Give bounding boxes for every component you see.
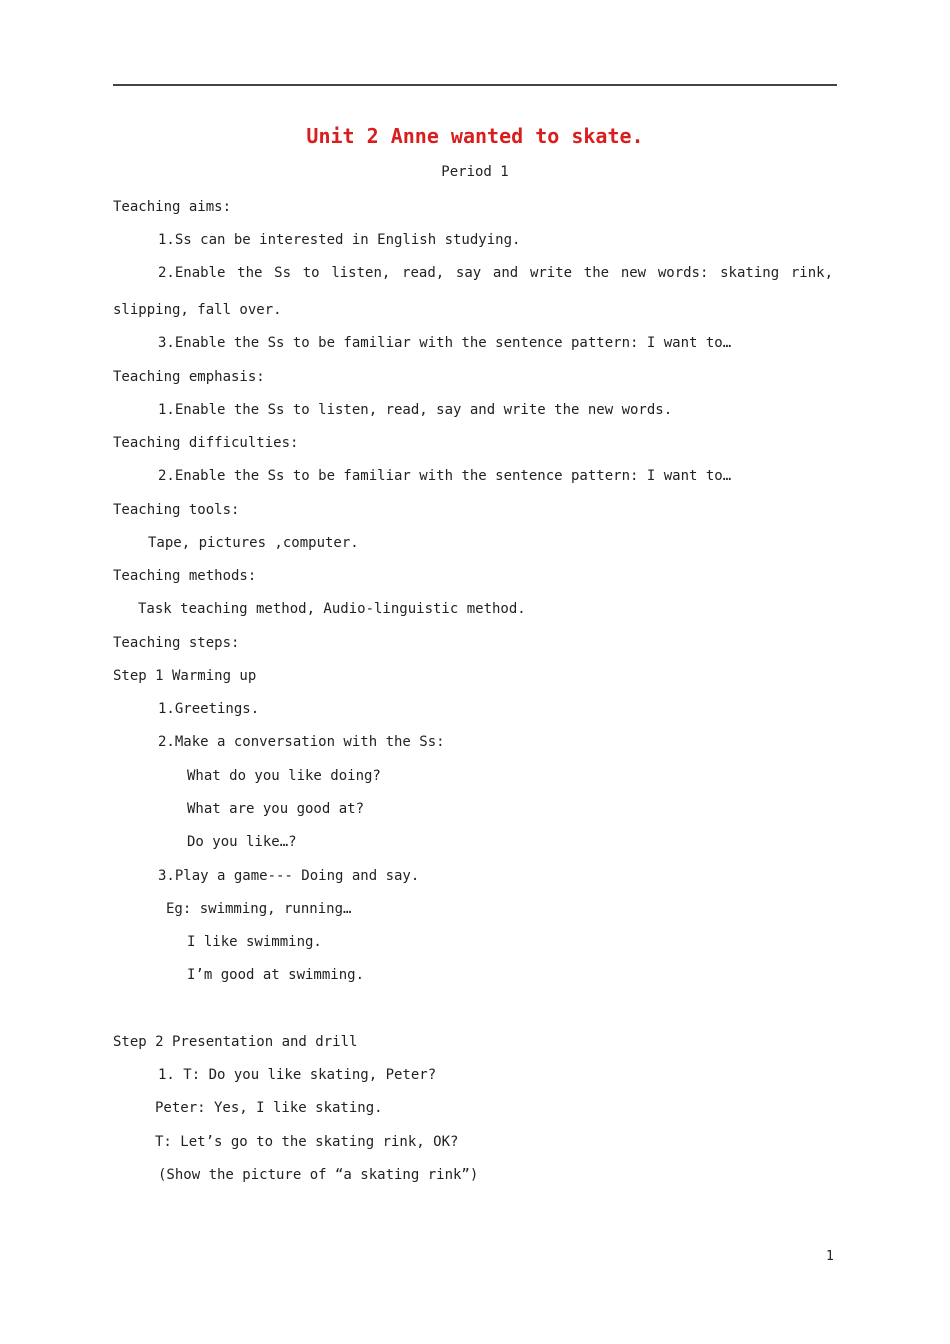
page-number: 1 [826,1249,834,1264]
period-subtitle: Period 1 [441,164,509,180]
section-heading-aims: Teaching aims: [113,199,232,215]
dialogue-line: Peter: Yes, I like skating. [155,1100,383,1116]
emphasis-item-1: 1.Enable the Ss to listen, read, say and write the new words. [158,402,673,418]
aim-item-3: 3.Enable the Ss to be familiar with the sentence pattern: I want to… [158,335,732,351]
question-line: Do you like…? [187,834,297,850]
page-title: Unit 2 Anne wanted to skate. [306,124,644,148]
dialogue-line: 1. T: Do you like skating, Peter? [158,1067,437,1083]
tools-text: Tape, pictures ,computer. [148,535,359,551]
methods-text: Task teaching method, Audio-linguistic method. [138,601,526,617]
example-line: Eg: swimming, running… [166,901,352,917]
example-sentence: I like swimming. [187,934,322,950]
step-1-item-1: 1.Greetings. [158,701,260,717]
question-line: What do you like doing? [187,768,381,784]
aim-item-2-continued: slipping, fall over. [113,302,282,318]
header-rule [113,84,837,86]
step-1-heading: Step 1 Warming up [113,668,257,684]
example-sentence: I’m good at swimming. [187,967,365,983]
step-2-heading: Step 2 Presentation and drill [113,1034,358,1050]
section-heading-methods: Teaching methods: [113,568,257,584]
section-heading-steps: Teaching steps: [113,635,240,651]
step-1-item-2: 2.Make a conversation with the Ss: [158,734,445,750]
section-heading-difficulties: Teaching difficulties: [113,435,299,451]
aim-item-1: 1.Ss can be interested in English studying. [158,232,521,248]
stage-direction: (Show the picture of “a skating rink”) [158,1167,479,1183]
question-line: What are you good at? [187,801,365,817]
section-heading-tools: Teaching tools: [113,502,240,518]
difficulty-item-2: 2.Enable the Ss to be familiar with the sentence pattern: I want to… [158,468,732,484]
section-heading-emphasis: Teaching emphasis: [113,369,265,385]
dialogue-line: T: Let’s go to the skating rink, OK? [155,1134,459,1150]
aim-item-2: 2.Enable the Ss to listen, read, say and write the new words: skating rink, [158,265,833,281]
step-1-item-3: 3.Play a game--- Doing and say. [158,868,420,884]
